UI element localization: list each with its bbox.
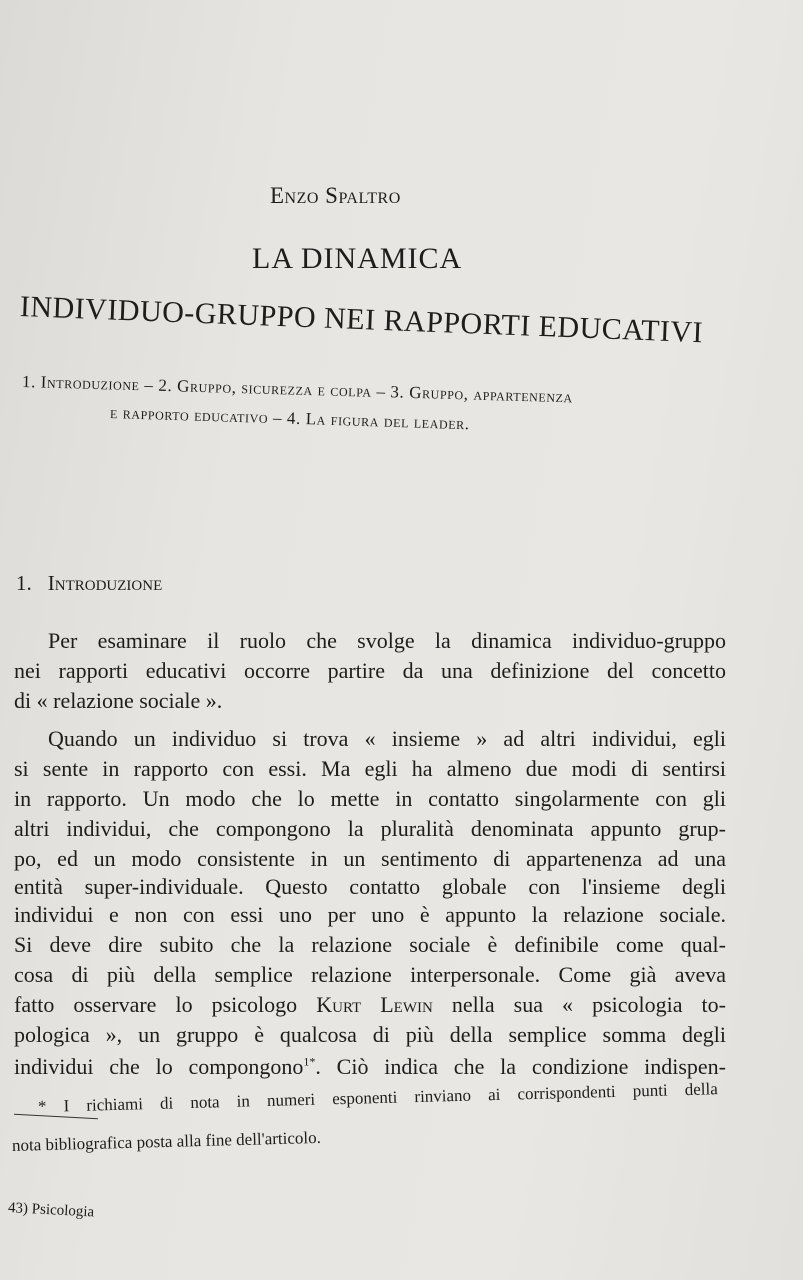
body-line: [14, 992, 726, 1018]
body-line: in rapporto. Un modo che lo mette in contatto singolarmente con gli: [14, 786, 726, 811]
page-footer: 43) Psicologia: [7, 1200, 95, 1221]
text: fatto osservare lo psicologo: [14, 992, 298, 1017]
body-line: nei rapporti educativi occorre partire da una definizione del concetto: [14, 658, 726, 683]
body-line: Per esaminare il ruolo che svolge la dinamica individuo-gruppo: [48, 628, 726, 653]
body-line: si sente in rapporto con essi. Ma egli ha almeno due modi di sentirsi: [14, 756, 726, 781]
title-line-1: LA DINAMICA: [252, 242, 463, 275]
body-line: Quando un individuo si trova « insieme » ad altri individui, egli: [48, 726, 726, 751]
section-title: Introduzione: [47, 571, 163, 595]
body-line: [14, 1054, 726, 1080]
person-name: Kurt Lewin: [316, 992, 433, 1017]
contents-line-2: e rapporto educativo – 4. La figura del leader.: [109, 403, 470, 434]
body-line: di « relazione sociale ».: [14, 688, 223, 713]
contents-line-1: 1. Introduzione – 2. Gruppo, sicurezza e colpa – 3. Gruppo, appartenenza: [21, 372, 574, 407]
text: individui che lo compongono: [14, 1054, 304, 1079]
body-line: altri individui, che compongono la pluralità denominata appunto grup-: [14, 816, 726, 841]
footnote-line-1: * I richiami di nota in numeri esponenti rinviano ai corrispondenti punti della: [37, 1079, 719, 1116]
body-line: individui e non con essi uno per uno è appunto la relazione sociale.: [14, 902, 726, 927]
footnote-line-2: nota bibliografica posta alla fine dell'articolo.: [11, 1127, 322, 1155]
body-line: po, ed un modo consistente in un sentimento di appartenenza ad una: [14, 846, 726, 871]
text: nella sua « psicologia to-: [451, 992, 726, 1017]
body-line: entità super-individuale. Questo contatto globale con l'insieme degli: [14, 874, 726, 899]
section-number: 1.: [16, 571, 32, 595]
footnote-ref: 1*: [303, 1054, 316, 1069]
body-line: cosa di più della semplice relazione interpersonale. Come già aveva: [14, 962, 726, 987]
text: . Ciò indica che la condizione indispen-: [315, 1054, 727, 1079]
author-name: Enzo Spaltro: [270, 183, 401, 208]
title-line-2: INDIVIDUO-GRUPPO NEI RAPPORTI EDUCATIVI: [19, 290, 704, 350]
section-heading: [16, 571, 162, 596]
body-line: pologica », un gruppo è qualcosa di più della semplice somma degli: [14, 1022, 726, 1047]
body-line: Si deve dire subito che la relazione sociale è definibile come qual-: [14, 932, 726, 957]
